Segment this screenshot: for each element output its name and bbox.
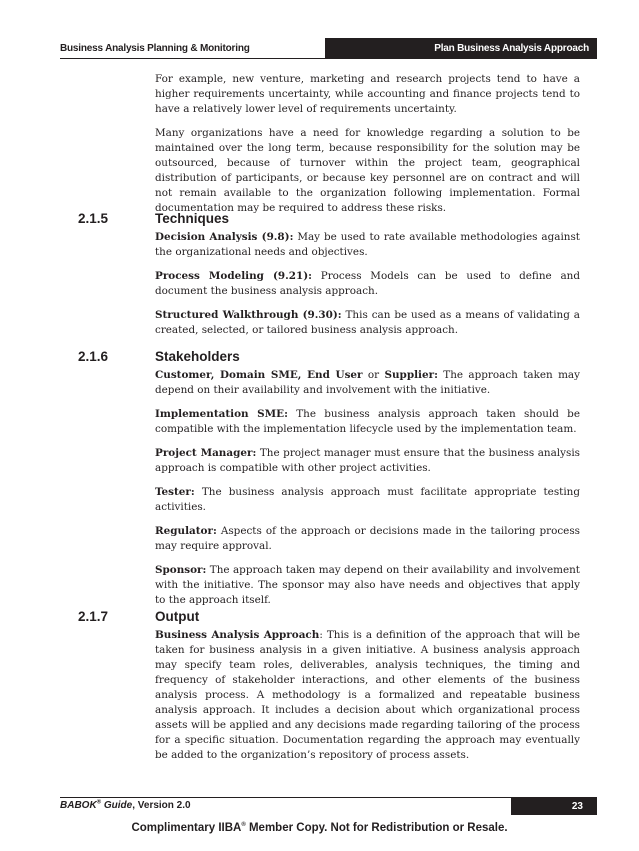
stakeholder-term: Supplier: [384, 369, 438, 381]
output-text: : This is a definition of the approach that will be taken for business analysis in a given initiative. A business analysis approach may specify team roles, deliverables, analysis techniques, the timing and frequency of stakeholder interactions, and other elements of the business analysis process. A methodology is a formalized and repeatable business analysis approach. It includes a decision about which organizational process assets will be applied and any decisions made regarding tailoring of the process for a specific situation. Documentation regarding the approach may eventually be added to the organization’s repository of process assets. [155, 629, 580, 761]
stakeholder-term: Tester: [155, 486, 195, 498]
chapter-title: Business Analysis Planning & Monitoring [60, 43, 250, 54]
output-block [155, 628, 580, 772]
stakeholder-term: Implementation SME: [155, 408, 288, 420]
section-heading-output [78, 609, 598, 627]
stakeholder-text: The approach taken may depend on their availability and involvement with the initiative. The sponsor may also have needs and objectives that apply to the approach itself. [155, 564, 580, 606]
stakeholder-term: Regulator: [155, 525, 217, 537]
technique-text: Process Models can be used to define and document the business analysis approach. [155, 270, 580, 297]
stakeholder-text: The approach taken may depend on their availability and involvement with the initiative. [155, 369, 580, 396]
techniques-list [155, 230, 580, 347]
section-number: 2.1.6 [78, 349, 109, 364]
technique-term: Decision Analysis (9.8): [155, 231, 294, 243]
intro-paragraph-1: For example, new venture, marketing and research projects tend to have a higher requirements uncertainty, while accounting and finance projects tend to have a relatively lower level of requirements uncertainty. [155, 73, 580, 115]
notice-text-b: Member Copy. Not for Redistribution or Resale. [245, 822, 508, 834]
stakeholder-term: Project Manager: [155, 447, 257, 459]
intro-paragraph-2: Many organizations have a need for knowledge regarding a solution to be maintained over the long term, because responsibility for the solution may be outsourced, because of turnover within the project team, geographical distribution of participants, or because key personnel are on contract and will not remain available to the organization following implementation. Formal documentation may be required to address these risks. [155, 127, 580, 214]
running-header [60, 38, 597, 58]
section-heading-stakeholders [78, 349, 598, 367]
section-title: Output [155, 609, 200, 624]
stakeholder-conjunction: or [367, 369, 380, 381]
guide-name: BABOK [60, 800, 97, 811]
section-number: 2.1.5 [78, 211, 109, 226]
guide-version [60, 800, 191, 811]
technique-item [155, 230, 580, 260]
copyright-notice [0, 822, 639, 834]
output-item [155, 628, 580, 763]
running-footer [60, 797, 597, 815]
technique-term: Structured Walkthrough (9.30): [155, 309, 342, 321]
section-heading-techniques [78, 211, 598, 229]
stakeholder-item [155, 485, 580, 515]
section-number: 2.1.7 [78, 609, 109, 624]
stakeholder-text: Aspects of the approach or decisions made in the tailoring process may require approval. [155, 525, 580, 552]
intro-block [155, 72, 580, 225]
stakeholder-item [155, 563, 580, 608]
section-title: Stakeholders [155, 349, 240, 364]
stakeholder-text: The project manager must ensure that the business analysis approach is compatible with other project activities. [155, 447, 580, 474]
technique-term: Process Modeling (9.21): [155, 270, 312, 282]
stakeholder-text: The business analysis approach must facilitate appropriate testing activities. [155, 486, 581, 513]
stakeholder-item [155, 524, 580, 554]
registered-mark: ® [241, 822, 246, 829]
technique-text: This can be used as a means of validating a created, selected, or tailored business analysis approach. [155, 309, 580, 336]
output-term: Business Analysis Approach [155, 629, 320, 641]
stakeholders-list [155, 368, 580, 617]
page-number: 23 [511, 797, 597, 815]
stakeholder-item [155, 446, 580, 476]
stakeholder-item [155, 407, 580, 437]
technique-text: May be used to rate available methodologies against the organizational needs and objectives. [155, 231, 580, 258]
stakeholder-item [155, 368, 580, 398]
version-label: , Version 2.0 [132, 800, 191, 811]
section-title: Techniques [155, 211, 230, 226]
registered-mark: ® [96, 799, 102, 806]
stakeholder-term: Customer, Domain SME, End User [155, 369, 363, 381]
technique-item [155, 269, 580, 299]
notice-text-a: Complimentary IIBA [131, 822, 242, 834]
technique-item [155, 308, 580, 338]
section-title-tab: Plan Business Analysis Approach [325, 38, 597, 58]
header-rule [60, 58, 597, 59]
stakeholder-term: Sponsor: [155, 564, 207, 576]
stakeholder-text: The business analysis approach taken should be compatible with the implementation lifecycle used by the implementation team. [155, 408, 580, 435]
guide-suffix: Guide [101, 800, 133, 811]
